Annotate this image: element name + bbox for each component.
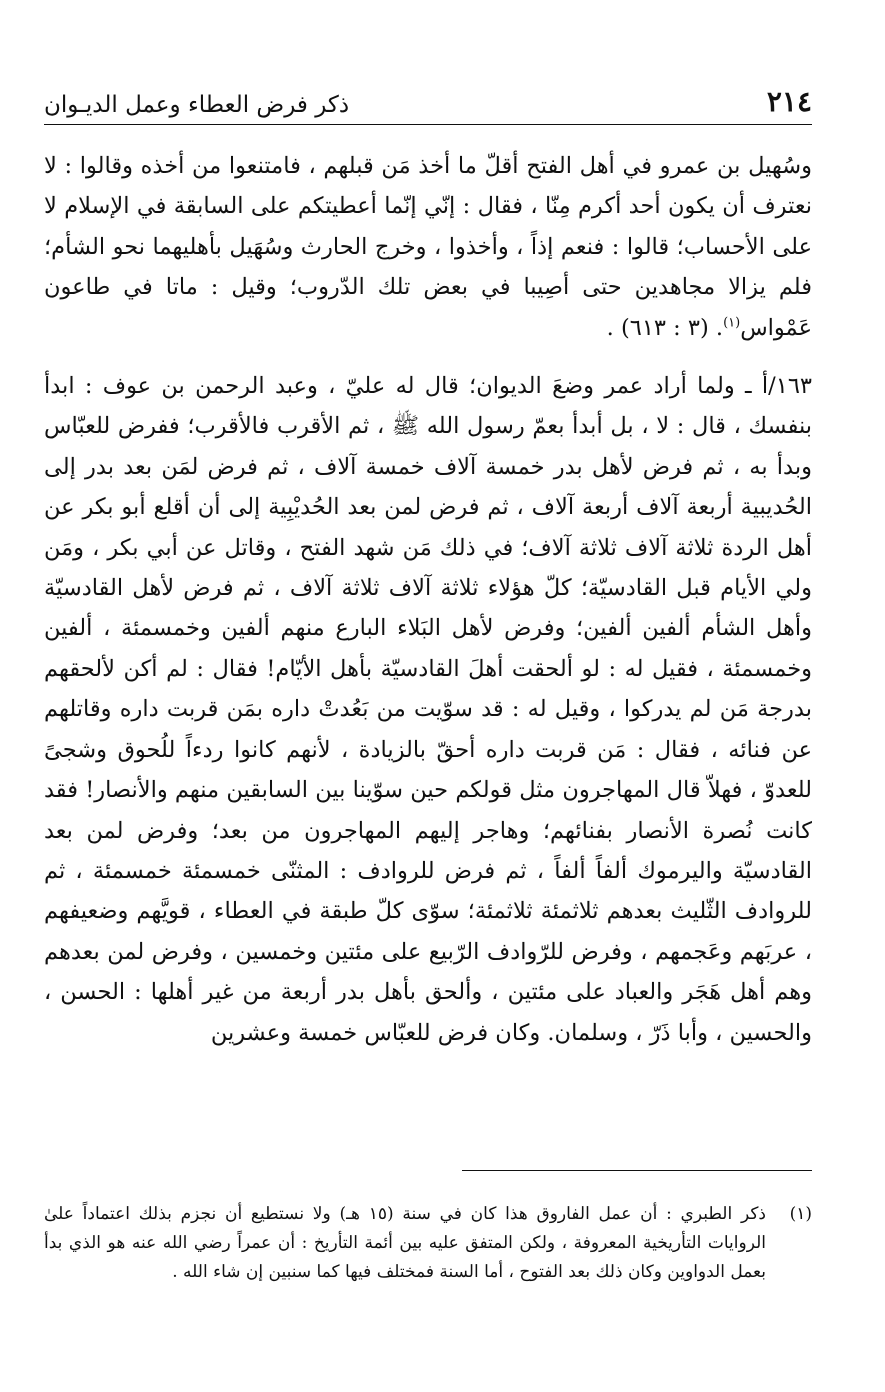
page-number: ٢١٤: [766, 85, 812, 118]
footnote-reference: (١): [723, 315, 741, 331]
footnote: [44, 1200, 812, 1287]
footnote-marker: (١): [789, 1204, 812, 1224]
page-header: [44, 78, 812, 118]
paragraph-1: [44, 146, 812, 348]
main-text: [44, 146, 812, 1053]
footnote-rule: [462, 1170, 812, 1171]
paragraph-1-citation: . (٣ : ٦١٣) .: [606, 314, 724, 341]
header-rule: [44, 124, 812, 125]
footnote-text: ذكر الطبري : أن عمل الفاروق هذا كان في سنة (١٥ هـ) ولا نستطيع أن نجزم بذلك اعتماداً علىٰ الروايات التأريخية المعروفة ، ولكن المتفق عليه بين أئمة التأريخ : أن عمراً رضي الله عنه هو الذي بدأ بعمل الدواوين وكان ذلك بعد الفتوح ، أما السنة فمختلف فيها كما سنبين إن شاء الله .: [44, 1204, 766, 1282]
running-title: ذكر فرض العطاء وعمل الديـوان: [44, 92, 350, 118]
paragraph-1-text: وسُهيل بن عمرو في أهل الفتح أقلّ ما أخذ مَن قبلهم ، فامتنعوا من أخذه وقالوا : لا نعترف أن يكون أحد أكرم مِنّا ، فقال : إنّي إنّما أعطيتكم على السابقة في الإسلام لا على الأحساب؛ قالوا : فنعم إذاً ، وأخذوا ، وخرج الحارث وسُهَيل بأهليهما نحو الشأم؛ فلم يزالا مجاهدين حتى أصِيبا في بعض تلك الدّروب؛ وقيل : ماتا في طاعون عَمْواس: [44, 153, 812, 341]
paragraph-2: ١٦٣/أ ـ ولما أراد عمر وضعَ الديوان؛ قال له عليّ ، وعبد الرحمن بن عوف : ابدأ بنفسك ، قال : لا ، بل أبدأ بعمّ رسول الله ﷺ ، ثم الأقرب فالأقرب؛ ففرض للعبّاس وبدأ به ، ثم فرض لأهل بدر خمسة آلاف خمسة آلاف ، ثم فرض لمَن بعد بدر إلى الحُديبية أربعة آلاف أربعة آلاف ، ثم فرض لمن بعد الحُديْبِية إلى أن أقلع أبو بكر عن أهل الردة ثلاثة آلاف ثلاثة آلاف؛ في ذلك مَن شهد الفتح ، وقاتل عن أبي بكر ، ومَن ولي الأيام قبل القادسيّة؛ كلّ هؤلاء ثلاثة آلاف ثلاثة آلاف ، ثم فرض لأهل القادسيّة وأهل الشأم ألفين ألفين؛ وفرض لأهل البَلاء البارع منهم ألفين وخمسمئة ، ألفين وخمسمئة ، فقيل له : لو ألحقت أهلَ القادسيّة بأهل الأيّام! فقال : لم أكن لألحقهم بدرجة مَن لم يدركوا ، وقيل له : قد سوّيت من بَعُدتْ داره بمَن قربت داره وقاتلهم عن فنائه ، فقال : مَن قربت داره أحقّ بالزيادة ، لأنهم كانوا ردءاً للُحوق وشجىً للعدوّ ، فهلاّ قال المهاجرون مثل قولكم حين سوّينا بين السابقين منهم والأنصار! فقد كانت نُصرة الأنصار بفنائهم؛ وهاجر إليهم المهاجرون من بعد؛ وفرض لمن بعد القادسيّة واليرموك ألفاً ألفاً ، ثم فرض للروادف : المثنّى خمسمئة خمسمئة ، ثم للروادف الثّليث بعدهم ثلاثمئة ثلاثمئة؛ سوّى كلّ طبقة في العطاء ، قويَّهم وضعيفهم ، عربَهم وعَجمهم ، وفرض للرّوادف الرّبيع على مئتين وخمسين ، وفرض لمن بعدهم وهم أهل هَجَر والعباد على مئتين ، وألحق بأهل بدر أربعة من غير أهلها : الحسن ، والحسين ، وأبا ذَرّ ، وسلمان. وكان فرض للعبّاس خمسة وعشرين: [44, 373, 812, 1046]
